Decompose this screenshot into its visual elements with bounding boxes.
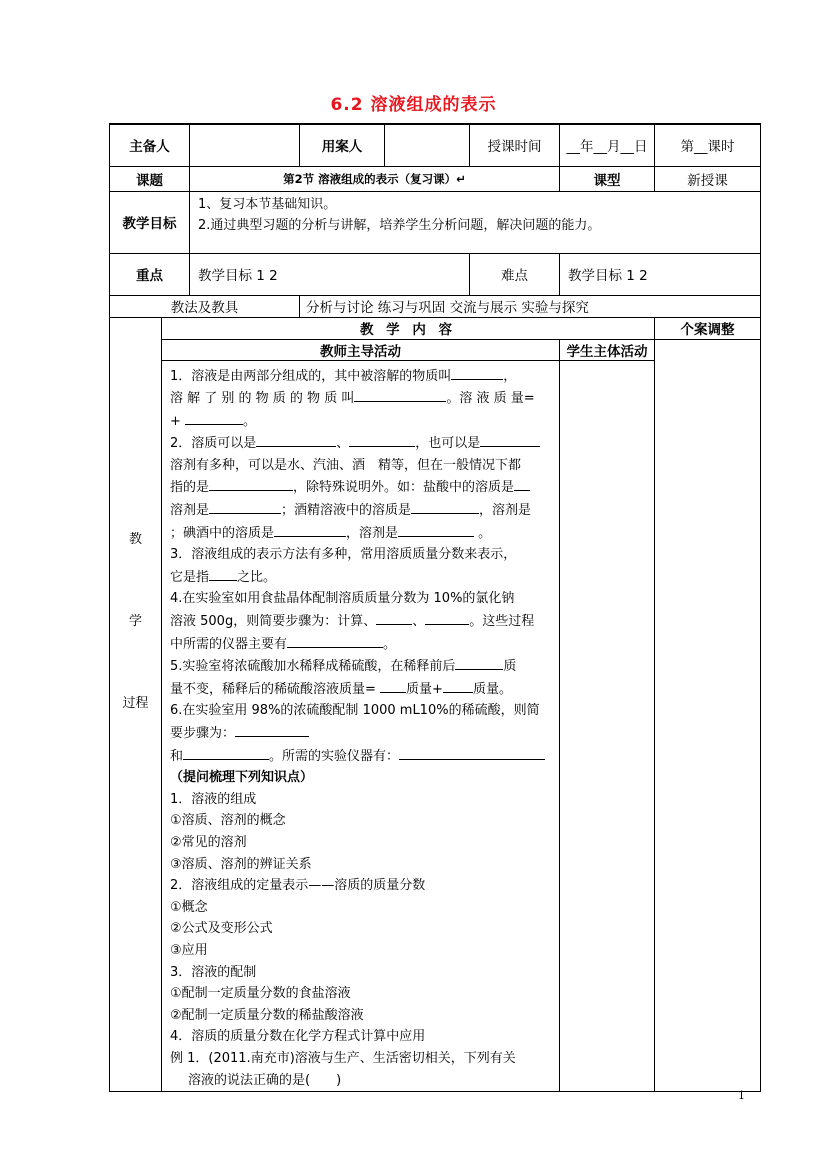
lesson-type-value: 新授课 xyxy=(655,166,761,191)
goal-item: 1、复习本节基础知识。 xyxy=(198,196,337,212)
goals-label: 教学目标 xyxy=(110,191,190,253)
lesson-number: 第__课时 xyxy=(655,124,761,166)
teacher-activity-header: 教师主导活动 xyxy=(162,339,560,360)
lesson-type-label: 课型 xyxy=(560,166,655,191)
goal-item: 2.通过典型习题的分析与讲解，培养学生分析问题，解决问题的能力。 xyxy=(198,217,601,233)
user-value xyxy=(385,124,470,166)
page-number: 1 xyxy=(738,1089,745,1102)
preparer-label: 主备人 xyxy=(110,124,190,166)
date-field: __年__月__日 xyxy=(560,124,655,166)
lesson-plan-table xyxy=(109,123,761,1092)
content-section-header: 教 学 内 容 xyxy=(162,317,655,339)
focus-label: 重点 xyxy=(110,253,190,295)
difficulty-value: 教学目标 1 2 xyxy=(560,253,761,295)
preparer-value xyxy=(190,124,300,166)
class-time-label: 授课时间 xyxy=(470,124,560,166)
side-char: 过程 xyxy=(122,695,149,711)
topic-value: 第2节 溶液组成的表示（复习课）↵ xyxy=(190,166,560,191)
user-label: 用案人 xyxy=(300,124,385,166)
case-adjust-column xyxy=(655,339,761,1092)
difficulty-label: 难点 xyxy=(470,253,560,295)
topic-label: 课题 xyxy=(110,166,190,191)
student-activity-content xyxy=(560,360,655,1092)
process-side-label xyxy=(110,317,162,1092)
student-activity-header: 学生主体活动 xyxy=(560,339,655,360)
case-adjust-header: 个案调整 xyxy=(655,317,761,339)
page-title: 6.2 溶液组成的表示 xyxy=(330,95,497,115)
goals-content xyxy=(190,191,761,253)
focus-value: 教学目标 1 2 xyxy=(190,253,470,295)
methods-value: 分析与讨论 练习与巩固 交流与展示 实验与探究 xyxy=(300,295,761,317)
side-char: 学 xyxy=(128,613,142,629)
side-char: 教 xyxy=(128,531,142,547)
methods-label: 教法及教具 xyxy=(110,295,300,317)
teacher-activity-content: 1．溶液是由两部分组成的，其中被溶解的物质叫 ， 溶 解 了 别 的 物 质 的 物 质 叫 。溶 液 质 量= + 。 2．溶质可以是 、 ，也可以是 溶剂有多种，可以是水、汽油、酒 精等，但在一般情况下都 指的是 ，除特殊说明外。如：盐酸中的溶质是 溶剂是 ；酒精溶液中的溶质是 ，溶剂是 ；碘酒中的溶质是 ，溶剂是 。 3．溶液组成的表示方法有多种，常用溶质质量分数来表示， 它是指 之比。 4.在实验室如用食盐晶体配制溶质质量分数为 10%的氯化钠 溶液 500g，则简要步骤为：计算、 、 。这些过程 中所需的仪器主要有 。 5.实验室将浓硫酸加水稀释成稀硫酸，在稀释前后 质 量不变，稀释后的稀硫酸溶液质量= 质量+ 质量。 6.在实验室用 98%的浓硫酸配制 1000 mL10%的稀硫酸，则简 要步骤为： 和 。所需的实验仪器有： （提问梳理下列知识点） 1．溶液的组成 ①溶质、溶剂的概念 ②常见的溶剂 ③溶质、溶剂的辨证关系 2．溶液组成的定量表示——溶质的质量分数 ①概念 ②公式及变形公式 ③应用 3．溶液的配制 ①配制一定质量分数的食盐溶液 ②配制一定质量分数的稀盐酸溶液 4．溶质的质量分数在化学方程式计算中应用 例 1．(2011.南充市)溶液与生产、生活密切相关，下列有关 溶液的说法正确的是( ) xyxy=(162,360,560,1092)
